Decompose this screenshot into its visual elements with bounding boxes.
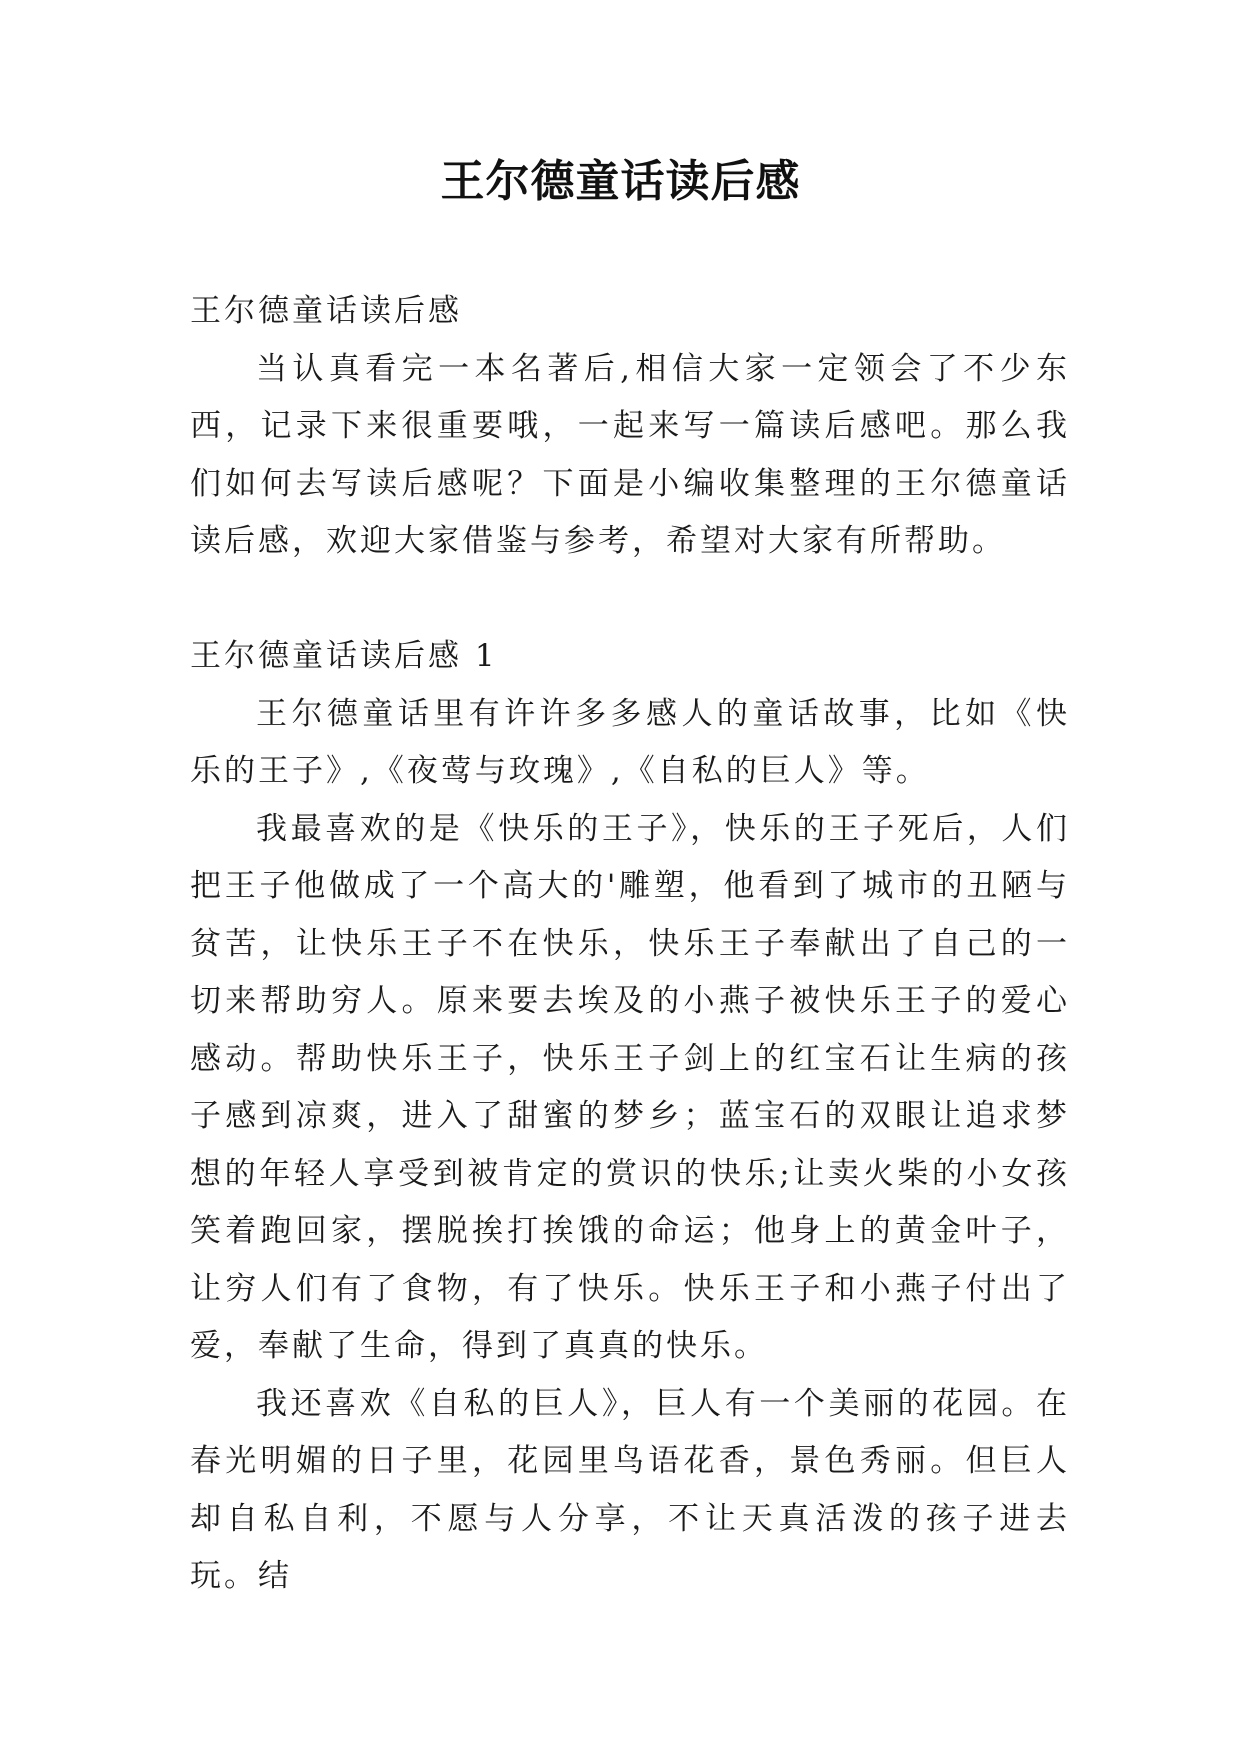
section-1-paragraph-3: 我还喜欢《自私的巨人》，巨人有一个美丽的花园。在春光明媚的日子里，花园里鸟语花香，景色秀丽。但巨人却自私自利，不愿与人分享，不让天真活泼的孩子进去玩。结 <box>190 1385 1070 1594</box>
section-1-paragraph-2: 我最喜欢的是《快乐的王子》，快乐的王子死后，人们把王子他做成了一个高大的'雕塑，他看到了城市的丑陋与贫苦，让快乐王子不在快乐，快乐王子奉献出了自己的一切来帮助穷人。原来要去埃及的小燕子被快乐王子的爱心感动。帮助快乐王子，快乐王子剑上的红宝石让生病的孩子感到凉爽，进入了甜蜜的梦乡；蓝宝石的双眼让追求梦想的年轻人享受到被肯定的赏识的快乐;让卖火柴的小女孩笑着跑回家，摆脱挨打挨饿的命运；他身上的黄金叶子，让穷人们有了食物，有了快乐。快乐王子和小燕子付出了爱，奉献了生命，得到了真真的快乐。 <box>190 810 1070 1364</box>
document-body <box>190 283 1070 1606</box>
document-title: 王尔德童话读后感 <box>440 156 801 207</box>
section-spacer <box>190 571 1070 629</box>
section-1-heading: 王尔德童话读后感 1 <box>190 638 498 674</box>
intro-heading: 王尔德童话读后感 <box>190 293 462 329</box>
section-1-paragraph-1: 王尔德童话里有许许多多感人的童话故事，比如《快乐的王子》,《夜莺与玫瑰》,《自私的巨人》等。 <box>190 695 1070 789</box>
intro-paragraph: 当认真看完一本名著后,相信大家一定领会了不少东西，记录下来很重要哦，一起来写一篇读后感吧。那么我们如何去写读后感呢？下面是小编收集整理的王尔德童话读后感，欢迎大家借鉴与参考，希望对大家有所帮助。 <box>190 350 1070 559</box>
